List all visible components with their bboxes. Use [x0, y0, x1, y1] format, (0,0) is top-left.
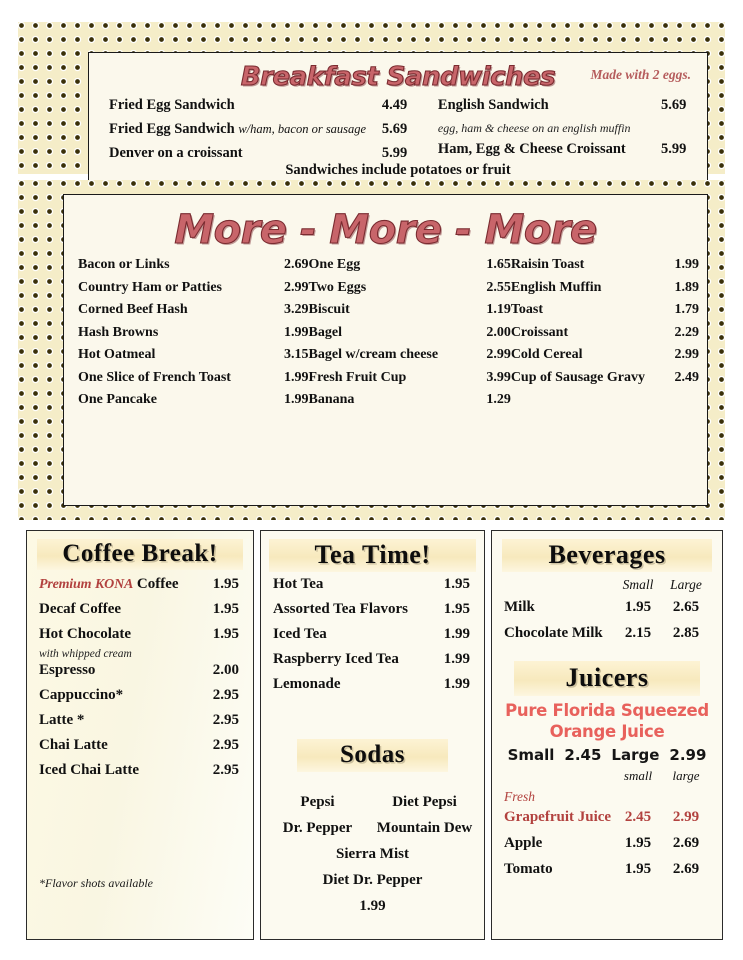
- kona-suffix: Coffee: [136, 576, 179, 592]
- item-price: 1.99: [674, 257, 699, 272]
- breakfast-title: Breakfast Sandwiches: [240, 62, 556, 92]
- item-price-small: 1.95: [624, 861, 652, 877]
- menu-item-row: [309, 325, 511, 348]
- item-name: Hot Chocolate: [39, 626, 132, 642]
- menu-item-row: [273, 651, 470, 676]
- size-small-label: small: [623, 768, 653, 783]
- breakfast-columns: [89, 97, 707, 169]
- menu-item-row: [492, 835, 722, 861]
- item-name: Iced Chai Latte: [39, 762, 139, 778]
- item-price: 1.95: [443, 576, 470, 592]
- item-price: 5.69: [381, 121, 408, 137]
- coffee-items-list: [27, 576, 253, 787]
- breakfast-footer-note: Sandwiches include potatoes or fruit: [285, 162, 511, 178]
- soda-row: [261, 820, 484, 846]
- oj-small-label: Small: [507, 746, 555, 764]
- item-name: [39, 576, 191, 593]
- item-name: Raspberry Iced Tea: [273, 651, 399, 667]
- item-name: Bagel w/cream cheese: [308, 347, 439, 362]
- item-name: One Slice of French Toast: [78, 369, 231, 385]
- menu-item-row: [309, 370, 511, 393]
- item-name: One Egg: [308, 257, 361, 272]
- item-price: 1.99: [284, 369, 309, 385]
- menu-item-row: [39, 662, 239, 687]
- menu-item-row: [273, 576, 470, 601]
- item-price: 1.65: [486, 257, 511, 272]
- menu-item-row: [511, 370, 699, 393]
- item-name: English Sandwich: [437, 97, 549, 113]
- menu-item-row: [492, 809, 722, 835]
- fresh-label: Fresh: [504, 789, 535, 804]
- item-name: Chai Latte: [39, 737, 108, 753]
- coffee-break-card: [26, 530, 254, 940]
- oj-line-1: Pure Florida Squeezed: [505, 701, 709, 720]
- item-name: Fresh Fruit Cup: [308, 369, 407, 385]
- item-name: Decaf Coffee: [39, 601, 122, 617]
- more-card: [63, 194, 708, 506]
- more-title: More - More - More: [174, 207, 597, 253]
- menu-item-row: [309, 280, 511, 303]
- beverages-title: Beverages: [502, 539, 712, 572]
- oj-large-price: 2.99: [669, 746, 707, 764]
- item-name: Milk: [504, 599, 535, 615]
- more-frame: [18, 180, 725, 520]
- item-name: English Muffin: [510, 279, 602, 295]
- menu-item-row: [39, 576, 239, 601]
- menu-item-row: [511, 280, 699, 303]
- more-columns: [78, 257, 699, 415]
- item-name: Cold Cereal: [510, 347, 583, 362]
- menu-item-row: [273, 601, 470, 626]
- tea-time-card: [260, 530, 485, 940]
- menu-item-row: [309, 257, 511, 280]
- menu-item-row: [39, 762, 239, 787]
- item-price: 2.95: [212, 737, 239, 753]
- menu-item-row: [511, 257, 699, 280]
- item-price: 5.99: [381, 145, 408, 161]
- menu-item-row: [309, 392, 511, 415]
- item-name: Cup of Sausage Gravy: [510, 369, 645, 385]
- item-name: Bagel: [308, 324, 342, 340]
- soda-name: Diet Pepsi: [392, 794, 457, 810]
- item-price: 2.00: [486, 324, 511, 340]
- item-name: Croissant: [510, 324, 569, 340]
- item-description: with whipped cream: [39, 648, 132, 660]
- kona-prefix: Premium: [39, 577, 92, 592]
- item-price-small: 2.45: [624, 809, 652, 825]
- item-name: Iced Tea: [273, 626, 327, 642]
- item-price: 1.29: [486, 392, 511, 407]
- item-description: egg, ham & cheese on an english muffin: [437, 121, 631, 135]
- item-price: 2.49: [674, 369, 699, 385]
- item-price: 2.99: [486, 347, 511, 362]
- juicers-title: Juicers: [514, 661, 700, 696]
- item-name: Fried Egg Sandwich w/ham, bacon or sausage: [109, 121, 367, 137]
- menu-item-row: [511, 302, 699, 325]
- breakfast-right-column: [428, 97, 707, 169]
- menu-item-row: [273, 676, 470, 701]
- menu-item-row: [39, 737, 239, 762]
- menu-item-row: [438, 97, 707, 121]
- menu-item-row: [39, 687, 239, 712]
- menu-item-row: [78, 325, 309, 348]
- tea-time-title: Tea Time!: [269, 539, 476, 572]
- item-price: 1.95: [212, 626, 239, 642]
- item-price: 1.99: [443, 676, 470, 692]
- sodas-price: 1.99: [359, 898, 386, 914]
- kona-label: KONA: [95, 577, 134, 592]
- menu-item-row: [504, 599, 710, 625]
- item-price: 2.99: [674, 347, 699, 362]
- item-price-large: 2.99: [672, 809, 700, 825]
- item-price: 1.79: [674, 302, 699, 317]
- beverages-items-list: [492, 599, 722, 651]
- menu-item-row: [511, 347, 699, 370]
- menu-item-row: [78, 347, 309, 370]
- item-price: 2.95: [212, 762, 239, 778]
- item-name: Apple: [504, 835, 543, 851]
- item-qualifier: w/ham, bacon or sausage: [238, 122, 367, 136]
- item-name: Corned Beef Hash: [78, 302, 188, 317]
- coffee-footnote: *Flavor shots available: [39, 876, 153, 890]
- coffee-break-title: Coffee Break!: [37, 539, 243, 570]
- menu-item-row: [309, 347, 511, 370]
- juicers-size-header: [492, 768, 722, 789]
- sodas-title: Sodas: [297, 739, 448, 772]
- soda-name: Mountain Dew: [376, 820, 473, 836]
- breakfast-left-column: [89, 97, 428, 169]
- item-price: 2.99: [284, 279, 309, 295]
- item-price: 2.00: [212, 662, 239, 678]
- item-name: Hash Browns: [78, 324, 159, 340]
- item-price: 1.89: [674, 279, 699, 295]
- menu-item-row: [109, 97, 428, 121]
- more-column-1: [78, 257, 309, 415]
- orange-juice-prices: [492, 746, 722, 764]
- soda-row: Sierra Mist: [336, 846, 409, 862]
- item-name: Toast: [510, 302, 543, 317]
- item-name: Raisin Toast: [510, 257, 585, 272]
- item-name: Chocolate Milk: [504, 625, 603, 641]
- item-price: 2.55: [486, 279, 511, 295]
- item-price: 1.95: [212, 601, 239, 617]
- item-price-small: 2.15: [624, 625, 652, 641]
- size-small-label: Small: [622, 577, 654, 592]
- item-price-large: 2.69: [672, 835, 700, 851]
- breakfast-note: Made with 2 eggs.: [590, 67, 691, 82]
- oj-small-price: 2.45: [564, 746, 602, 764]
- size-large-label: Large: [670, 577, 702, 592]
- item-name: Tomato: [504, 861, 553, 877]
- soda-row: Diet Dr. Pepper: [322, 872, 423, 888]
- item-name: Fried Egg Sandwich: [109, 97, 235, 113]
- item-price: 1.99: [284, 392, 309, 407]
- item-price: 1.95: [443, 601, 470, 617]
- menu-item-row: [492, 861, 722, 887]
- oj-large-label: Large: [611, 746, 660, 764]
- item-name: Latte *: [39, 712, 85, 728]
- soda-name: Pepsi: [300, 794, 335, 810]
- menu-item-row: [39, 601, 239, 626]
- item-price: 1.95: [212, 576, 239, 592]
- item-name: Espresso: [39, 662, 96, 678]
- item-price: 2.95: [212, 687, 239, 703]
- size-large-label: large: [672, 768, 700, 783]
- menu-item-row: [109, 121, 428, 145]
- more-column-2: [309, 257, 511, 415]
- menu-item-row: [78, 392, 309, 415]
- menu-item-row: [78, 302, 309, 325]
- menu-item-row: [78, 280, 309, 303]
- item-price-large: 2.85: [672, 625, 700, 641]
- menu-item-row: [504, 625, 710, 651]
- item-price-large: 2.69: [672, 861, 700, 877]
- item-name: Biscuit: [308, 302, 350, 317]
- beverages-size-header: [492, 577, 722, 599]
- item-price: 1.99: [443, 626, 470, 642]
- item-price: 2.29: [674, 324, 699, 340]
- menu-item-row: [511, 325, 699, 348]
- item-name: Ham, Egg & Cheese Croissant: [437, 141, 626, 157]
- item-name: Two Eggs: [308, 279, 367, 295]
- item-name: Country Ham or Patties: [78, 279, 222, 295]
- sodas-list: [261, 794, 484, 924]
- item-name: Assorted Tea Flavors: [273, 601, 408, 617]
- item-price: 1.99: [284, 324, 309, 340]
- menu-item-row: [273, 626, 470, 651]
- item-name: Hot Oatmeal: [78, 347, 156, 362]
- item-name: Hot Tea: [273, 576, 324, 592]
- item-price: 5.99: [661, 141, 687, 157]
- item-price-small: 1.95: [624, 835, 652, 851]
- item-name: Lemonade: [273, 676, 341, 692]
- item-name: Cappuccino*: [39, 687, 124, 703]
- item-price: 3.99: [486, 369, 511, 385]
- menu-item-row: [309, 302, 511, 325]
- menu-item-row: [39, 712, 239, 737]
- item-price-large: 2.65: [672, 599, 700, 615]
- more-column-3: [511, 257, 699, 415]
- item-price: 4.49: [381, 97, 408, 113]
- item-price: 2.95: [212, 712, 239, 728]
- item-price: 1.19: [486, 302, 511, 317]
- item-price: 3.15: [284, 347, 309, 362]
- item-name: Banana: [308, 392, 355, 407]
- menu-item-row: [78, 370, 309, 393]
- item-price: 2.69: [284, 257, 309, 272]
- breakfast-card: [88, 52, 708, 188]
- item-price: 1.99: [443, 651, 470, 667]
- item-price: 5.69: [661, 97, 687, 113]
- menu-item-row: [78, 257, 309, 280]
- item-name: Bacon or Links: [78, 257, 170, 272]
- item-price: 3.29: [284, 302, 309, 317]
- tea-items-list: [261, 576, 484, 701]
- item-name: One Pancake: [78, 392, 157, 407]
- beverages-card: [491, 530, 723, 940]
- oj-line-2: Orange Juice: [549, 722, 665, 741]
- orange-juice-headline: [492, 700, 722, 742]
- item-name: Grapefruit Juice: [504, 809, 612, 825]
- item-price-small: 1.95: [624, 599, 652, 615]
- item-name: Denver on a croissant: [109, 145, 243, 161]
- breakfast-frame: [18, 22, 725, 178]
- soda-name: Dr. Pepper: [282, 820, 353, 836]
- soda-row: [261, 794, 484, 820]
